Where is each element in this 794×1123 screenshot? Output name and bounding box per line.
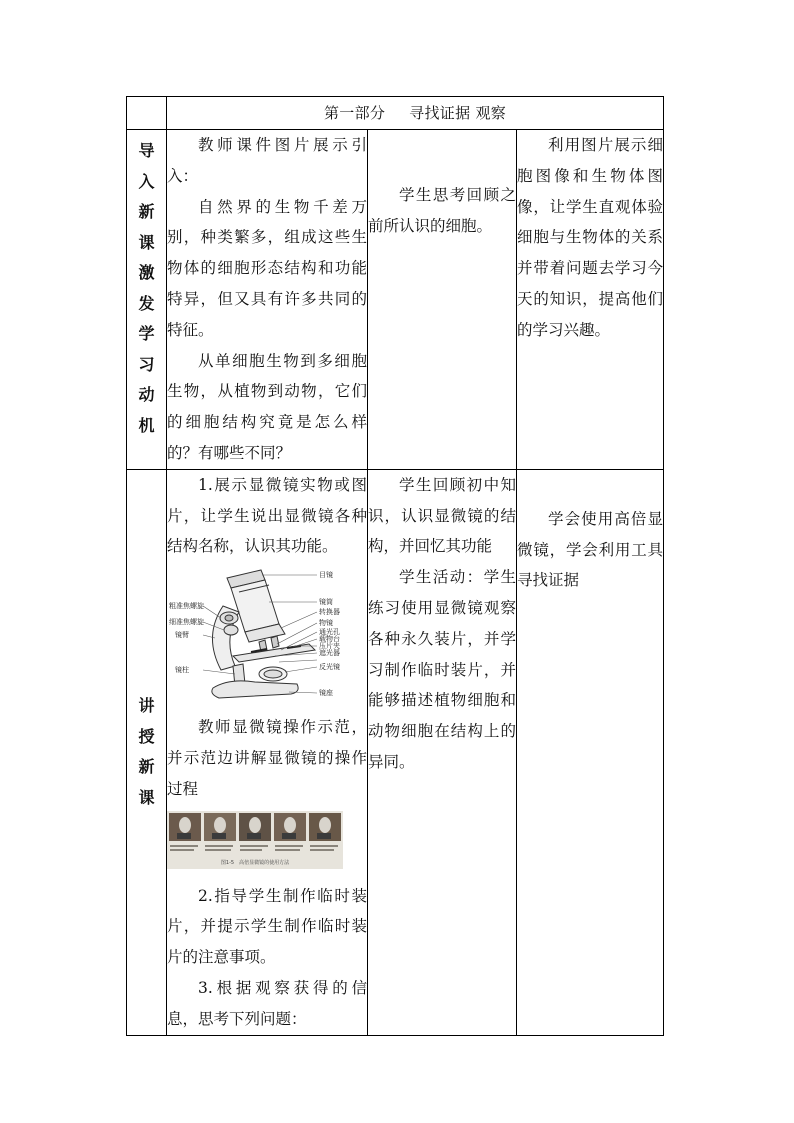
- paragraph: 自然界的生物千差万别，种类繁多，组成这些生物体的细胞形态结构和功能特异，但又具有许多共同的特征。: [167, 197, 367, 339]
- design-intent-lecture: [517, 469, 664, 1035]
- paragraph: 教师课件图片展示引入：: [167, 136, 367, 185]
- stage-char: 机: [138, 415, 155, 435]
- stage-char: 激: [138, 263, 155, 282]
- paragraph: 学生回顾初中知识，认识显微镜的结构，并回忆其功能: [368, 475, 516, 556]
- paragraph: 利用图片展示细胞图像和生物体图像，让学生直观体验细胞与生物体的关系并带着问题去学习今天的知识，提高他们的学习兴趣。: [517, 136, 664, 339]
- student-activity-intro: [368, 130, 517, 470]
- paragraph: 从单细胞生物到多细胞生物，从植物到动物，它们的细胞结构究竟是怎么样的？有哪些不同？: [167, 351, 367, 462]
- stage-label-intro: [127, 130, 167, 470]
- paragraph: 教师显微镜操作示范，并示范边讲解显微镜的操作过程: [167, 718, 367, 798]
- section-title-text: 寻找证据 观察: [409, 104, 507, 122]
- header-row: [127, 97, 664, 130]
- paragraph: 1.展示显微镜实物或图片，让学生说出显微镜各种结构名称，认识其功能。: [167, 475, 367, 556]
- label-nosepiece: 转换器: [319, 608, 340, 617]
- header-empty-cell: [127, 97, 167, 130]
- label-base: 镜座: [319, 689, 333, 698]
- label-stage: 载物台: [319, 635, 340, 644]
- table-row-intro: [127, 130, 664, 470]
- stage-char: 发: [138, 293, 155, 313]
- label-objective: 物镜: [319, 619, 333, 628]
- stage-char: 授: [138, 726, 155, 746]
- lesson-plan-table: [126, 96, 664, 1036]
- section-part: 第一部分: [323, 104, 386, 122]
- paragraph: 3.根据观察获得的信息，思考下列问题：: [167, 978, 367, 1028]
- stage-label-lecture: [127, 469, 167, 1035]
- stage-char: 习: [138, 354, 155, 374]
- label-coarse: 粗准焦螺旋: [169, 602, 204, 611]
- label-arm: 镜臂: [175, 631, 189, 640]
- teacher-activity-lecture: [167, 469, 368, 1035]
- stage-char: 导: [138, 141, 155, 160]
- label-pillar: 镜柱: [175, 666, 189, 675]
- table-row-lecture: [127, 469, 664, 1035]
- stage-char: 入: [138, 171, 155, 191]
- stage-char: 新: [138, 202, 155, 221]
- paragraph: 学会使用高倍显微镜，学会利用工具寻找证据: [517, 509, 664, 590]
- label-tube: 镜筒: [319, 598, 333, 607]
- student-activity-lecture: [368, 469, 517, 1035]
- paragraph: 学生活动：学生练习使用显微镜观察各种永久装片，并学习制作临时装片，并能够描述植物细胞和动物细胞在结构上的异同。: [368, 568, 516, 771]
- teacher-activity-intro: [167, 130, 368, 470]
- stage-char: 学: [138, 324, 155, 343]
- label-eyepiece: 目镜: [319, 571, 333, 580]
- stage-char: 课: [138, 232, 155, 252]
- label-hole: 通光孔: [319, 628, 340, 637]
- microscope-diagram: [169, 566, 357, 706]
- paragraph: 学生思考回顾之前所认识的细胞。: [368, 186, 516, 235]
- photo-caption: 图1-5 高倍显微镜的使用方法: [220, 859, 290, 866]
- stage-char: 课: [138, 787, 155, 807]
- microscope-operation-photos: [167, 811, 343, 869]
- label-fine: 细准焦螺旋: [169, 618, 204, 627]
- label-diaphragm: 遮光器: [319, 649, 340, 658]
- design-intent-intro: [517, 130, 664, 470]
- section-title: [167, 97, 664, 130]
- stage-char: 讲: [138, 696, 155, 716]
- label-mirror: 反光镜: [319, 663, 340, 672]
- stage-char: 动: [138, 385, 155, 404]
- label-clip: 压片夹: [319, 642, 340, 651]
- paragraph: 2.指导学生制作临时装片，并提示学生制作临时装片的注意事项。: [167, 886, 367, 967]
- stage-char: 新: [138, 757, 155, 777]
